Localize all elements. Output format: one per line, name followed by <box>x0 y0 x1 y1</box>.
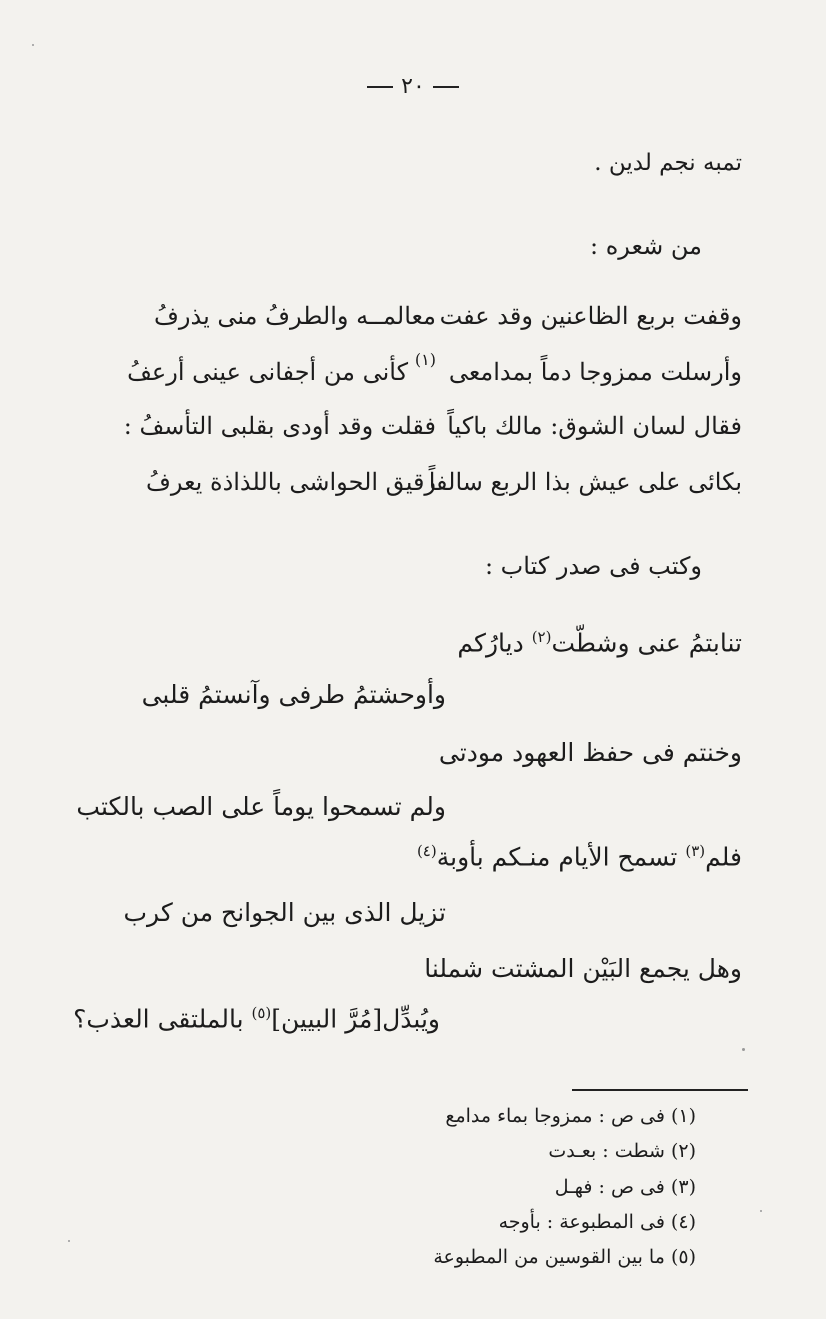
poem-line-6: تزيل الذى بين الجوانح من كرب <box>123 898 446 927</box>
poem-line-8 <box>73 1004 440 1033</box>
heading-line: تمبه نجم لدين . <box>594 150 742 176</box>
poem-line-5-pre: فلم <box>705 842 742 872</box>
footnote-5: (٥) ما بين القوسين من المطبوعة <box>433 1246 696 1268</box>
poem-line-8-note: (٥) <box>251 1004 272 1022</box>
poem-line-7: وهل يجمع البَيْن المشتت شملنا <box>424 954 742 983</box>
footnote-2: (٢) شطت : بعـدت <box>548 1140 696 1162</box>
poem-line-8-text: ويُبدِّل[مُرَّ البيين] <box>271 1004 440 1034</box>
verse-1-right: وقفت بربع الظاعنين وقد عفت <box>439 302 742 330</box>
poem-line-1 <box>457 628 742 657</box>
footnote-divider <box>572 1089 748 1091</box>
verse-2-right: وأرسلت ممزوجا دماً بمدامعى <box>448 358 742 386</box>
dash-left <box>367 86 393 88</box>
poem-line-1-note: (٢) <box>531 628 552 646</box>
page-number <box>0 74 826 99</box>
poem-line-5-pre-note: (٣) <box>685 842 706 860</box>
footnote-4: (٤) فى المطبوعة : بأوجه <box>498 1211 696 1233</box>
verse-2-note: (١) <box>414 350 436 369</box>
paper-speck <box>68 1240 70 1242</box>
intro2-line: وكتب فى صدر كتاب : <box>484 552 702 580</box>
poem-line-5-text: تسمح الأيام منـكم بأوبة <box>436 842 678 872</box>
paper-speck <box>32 44 34 46</box>
intro-line: من شعره : <box>590 232 702 260</box>
poem-line-4: ولم تسمحوا يوماً على الصب بالكتب <box>76 792 446 821</box>
poem-line-1-text: تنابتمُ عنى وشطّت <box>551 628 742 658</box>
page-number-text: ٢٠ <box>401 74 425 99</box>
poem-line-5 <box>417 842 742 871</box>
verse-1-left: معالمــه والطرفُ منى يذرفُ <box>154 302 436 330</box>
footnote-1: (١) فى ص : ممزوجا بماء مدامع <box>445 1105 696 1127</box>
poem-line-3: وخنتم فى حفظ العهود مودتى <box>438 738 742 767</box>
paper-speck <box>760 1210 762 1212</box>
poem-line-5-note: (٤) <box>416 842 437 860</box>
poem-line-8-tail: بالملتقى العذب؟ <box>73 1004 244 1034</box>
verse-3-right: فقال لسان الشوق: مالك باكياً <box>447 412 742 440</box>
dash-right <box>433 86 459 88</box>
verse-4-right: بكائى على عيش بذا الربع سالفاً <box>428 468 742 496</box>
footnote-3: (٣) فى ص : فهـل <box>554 1176 696 1198</box>
poem-line-2: وأوحشتمُ طرفى وآنستمُ قلبى <box>141 680 446 709</box>
verse-4-left: رقيق الحواشى باللذاذة يعرفُ <box>145 468 436 496</box>
paper-speck <box>742 1048 745 1051</box>
verse-3-left: فقلت وقد أودى بقلبى التأسفُ : <box>123 412 436 440</box>
poem-line-1-tail: ديارُكم <box>457 628 524 658</box>
verse-2-left: كأنى من أجفانى عينى أرعفُ <box>127 358 408 386</box>
